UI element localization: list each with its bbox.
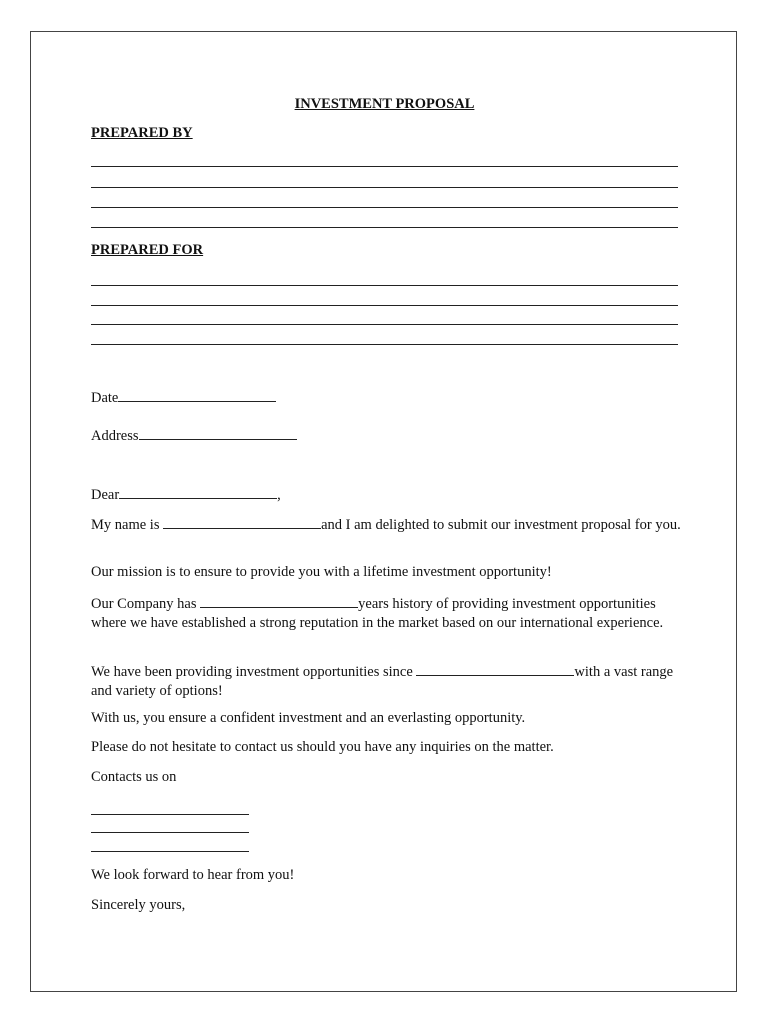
paragraph-confident: With us, you ensure a confident investment and an everlasting opportunity.: [91, 710, 526, 726]
document-title: INVESTMENT PROPOSAL: [294, 96, 475, 112]
prepared-for-heading: PREPARED FOR: [91, 242, 204, 258]
date-blank: [118, 387, 276, 402]
salutation-line: [91, 484, 281, 505]
paragraph-contact: Please do not hesitate to contact us should you have any inquiries on the matter.: [91, 739, 554, 755]
closing-text: Sincerely yours,: [91, 897, 186, 913]
contact-line-2: [91, 832, 249, 833]
prepared-by-line-1: [91, 166, 678, 167]
prepared-by-line-3: [91, 207, 678, 208]
paragraph-since: [91, 661, 681, 701]
contact-line-3: [91, 851, 249, 852]
contact-line-1: [91, 814, 249, 815]
address-field: [91, 425, 297, 446]
salutation-comma: ,: [277, 487, 281, 503]
date-field: [91, 387, 276, 408]
name-rest: and I am delighted to submit our investment proposal for you.: [321, 517, 681, 533]
salutation-label: Dear: [91, 487, 120, 503]
document-page: [30, 31, 737, 992]
prepared-for-line-3: [91, 324, 678, 325]
prepared-for-line-4: [91, 344, 678, 345]
prepared-by-heading: PREPARED BY: [91, 125, 193, 141]
date-label: Date: [91, 390, 119, 406]
prepared-for-line-1: [91, 285, 678, 286]
name-blank: [163, 514, 321, 529]
prepared-for-line-2: [91, 305, 678, 306]
contacts-label: Contacts us on: [91, 769, 177, 785]
look-forward-text: We look forward to hear from you!: [91, 867, 295, 883]
name-intro: My name is: [91, 517, 164, 533]
since-blank: [416, 661, 574, 676]
company-years-blank: [200, 593, 358, 608]
prepared-by-line-4: [91, 227, 678, 228]
paragraph-mission: Our mission is to ensure to provide you with a lifetime investment opportunity!: [91, 564, 552, 580]
paragraph-name: [91, 514, 681, 535]
address-label: Address: [91, 428, 139, 444]
address-blank: [139, 425, 297, 440]
paragraph-company: [91, 593, 681, 633]
since-rest: with a vast range and variety of options!: [91, 664, 674, 699]
company-intro: Our Company has: [91, 596, 201, 612]
salutation-blank: [119, 484, 277, 499]
since-intro: We have been providing investment opportunities since: [91, 664, 417, 680]
prepared-by-line-2: [91, 187, 678, 188]
company-rest: years history of providing investment opportunities where we have established a strong reputation in the market based on our international experience.: [91, 596, 664, 631]
